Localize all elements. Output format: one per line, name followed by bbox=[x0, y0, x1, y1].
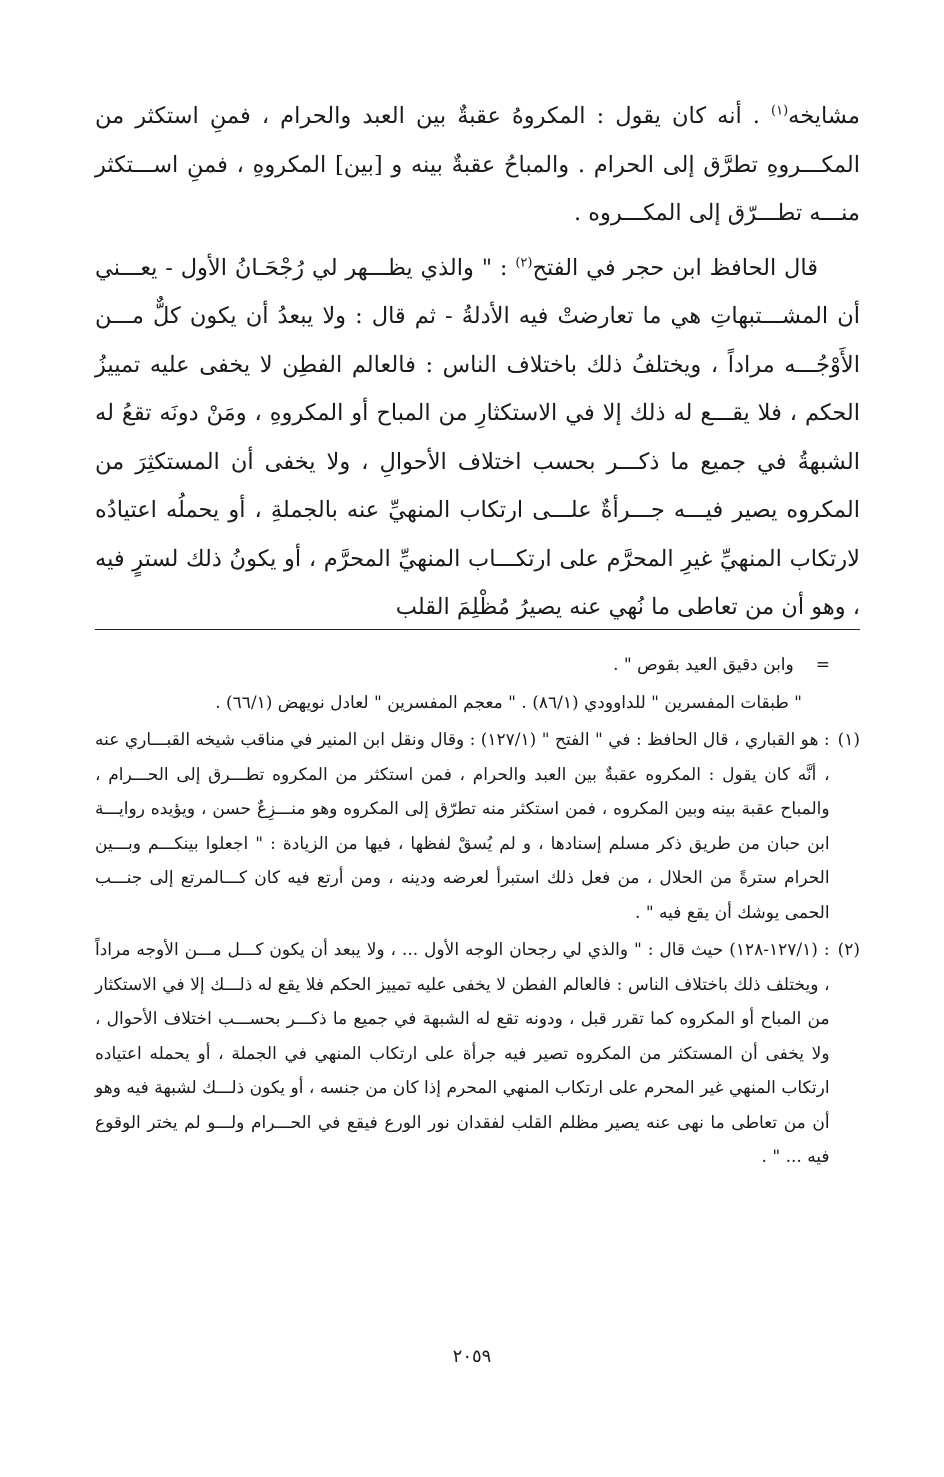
footnote-ref-2: (٢) bbox=[515, 255, 533, 270]
continuation-line-1: وابن دقيق العيد بقوص " . bbox=[613, 655, 794, 675]
footnote-1-text: : هو القباري ، قال الحافظ : في " الفتح " (١٢٧/١) : وقال ونقل ابن المنير في مناقب شيخه القبـــاري عنه ، أنَّه كان يقول : المكروه عقبةٌ بين العبد والحرام ، فمن استكثر من المكروه تطـــرق إلى الحـــرام ، والمباح عقبة بينه وبين المكروه ، فمن استكثر منه تطرّق إلى المكروه وهو منـــزِعٌ حسن ، ويؤيده روايـــة ابن حبان من طريق ذكر مسلم إسنادها ، و لم يُسقْ لفظها ، فيها من الزيادة : " اجعلوا بينكـــم وبـــين الحرام سترةً من الحلال ، من فعل ذلك استبرأ لعرضه ودينه ، ومن أرتع فيه كان كـــالمرتع إلى جنـــب الحمى يوشك أن يقع فيه " . bbox=[95, 730, 830, 923]
footnote-continuation-2 bbox=[95, 686, 860, 721]
footnotes-block bbox=[95, 648, 860, 1175]
footnote-separator bbox=[95, 629, 860, 630]
main-text-block bbox=[95, 92, 860, 632]
paragraph-1 bbox=[95, 92, 860, 238]
footnote-1-label: (١) bbox=[837, 730, 860, 750]
footnote-2-label: (٢) bbox=[837, 940, 860, 960]
paragraph-1-body: . أنه كان يقول : المكروهُ عقبةٌ بين العبد والحرام ، فمنِ استكثر من المكـــروهِ تطرَّق إلى الحرام . والمباحُ عقبةٌ بينه و [بين] المكروهِ ، فمنِ اســـتكثر منـــه تطـــرّق إلى المكـــروه . bbox=[95, 103, 860, 226]
footnote-2-text: : (١٢٧/١-١٢٨) حيث قال : " والذي لي رجحان الوجه الأول ... ، ولا يبعد أن يكون كـــل مـــن الأوجه مراداً ، ويختلف ذلك باختلاف الناس : فالعالم الفطن لا يخفى عليه تمييز الحكم فلا يقع له ذلـــك إلا في الاستكثار من المباح أو المكروه كما تقرر قبل ، ودونه تقع له الشبهة في جميع ما ذكـــر بحســـب اختلاف الأحوال ، ولا يخفى أن المستكثر من المكروه تصير فيه جرأة على ارتكاب المنهي في الجملة ، أو يحمله اعتياده ارتكاب المنهي غير المحرم على ارتكاب المنهي المحرم إذا كان من جنسه ، أو يكون ذلـــك لشبهة فيه وهو أن من تعاطى ما نهى عنه يصير مظلم القلب لفقدان نور الورع فيقع في الحـــرام ولـــو لم يختر الوقوع فيه ... " . bbox=[95, 940, 830, 1167]
continuation-line-2: " طبقات المفسرين " للداوودي (٨٦/١) . " معجم المفسرين " لعادل نويهض (٦٦/١) . bbox=[215, 692, 802, 713]
paragraph-1-start: مشايخه bbox=[788, 103, 860, 129]
footnote-2 bbox=[95, 933, 860, 1175]
paragraph-2-start: قال الحافظ ابن حجر في الفتح bbox=[532, 254, 818, 281]
footnote-1 bbox=[95, 723, 860, 930]
footnote-continuation bbox=[95, 648, 860, 683]
paragraph-2-body: : " والذي يظـــهر لي رُجْحَـانُ الأول - يعـــني أن المشـــتبهاتِ هي ما تعارضتْ فيه الأدلةُ - ثم قال : ولا يبعدُ أن يكون كلٌّ مـــن الأَوْجُـــه مراداً ، ويختلفُ ذلك باختلاف الناس : فالعالم الفطِن لا يخفى عليه تمييزُ الحكم ، فلا يقـــع له ذلك إلا في الاستكثارِ من المباح أو المكروهِ ، ومَنْ دونَه تقعُ له الشبهةُ في جميع ما ذكـــر بحسب اختلاف الأحوالِ ، ولا يخفى أن المستكثِرَ من المكروه يصير فيـــه جـــرأةٌ علـــى ارتكاب المنهيِّ عنه بالجملةِ ، أو يحملُه اعتيادُه لارتكاب المنهيِّ غيرِ المحرَّم على ارتكـــاب المنهيِّ المحرَّم ، أو يكونُ ذلك لسترٍ فيه ، وهو أن من تعاطى ما نُهي عنه يصيرُ مُظْلِمَ القلب bbox=[95, 254, 860, 620]
footnote-ref-1: (١) bbox=[771, 103, 789, 119]
paragraph-2 bbox=[95, 244, 860, 632]
continuation-marker: = bbox=[815, 655, 830, 675]
page-number: ٢٠٥٩ bbox=[452, 1346, 492, 1367]
